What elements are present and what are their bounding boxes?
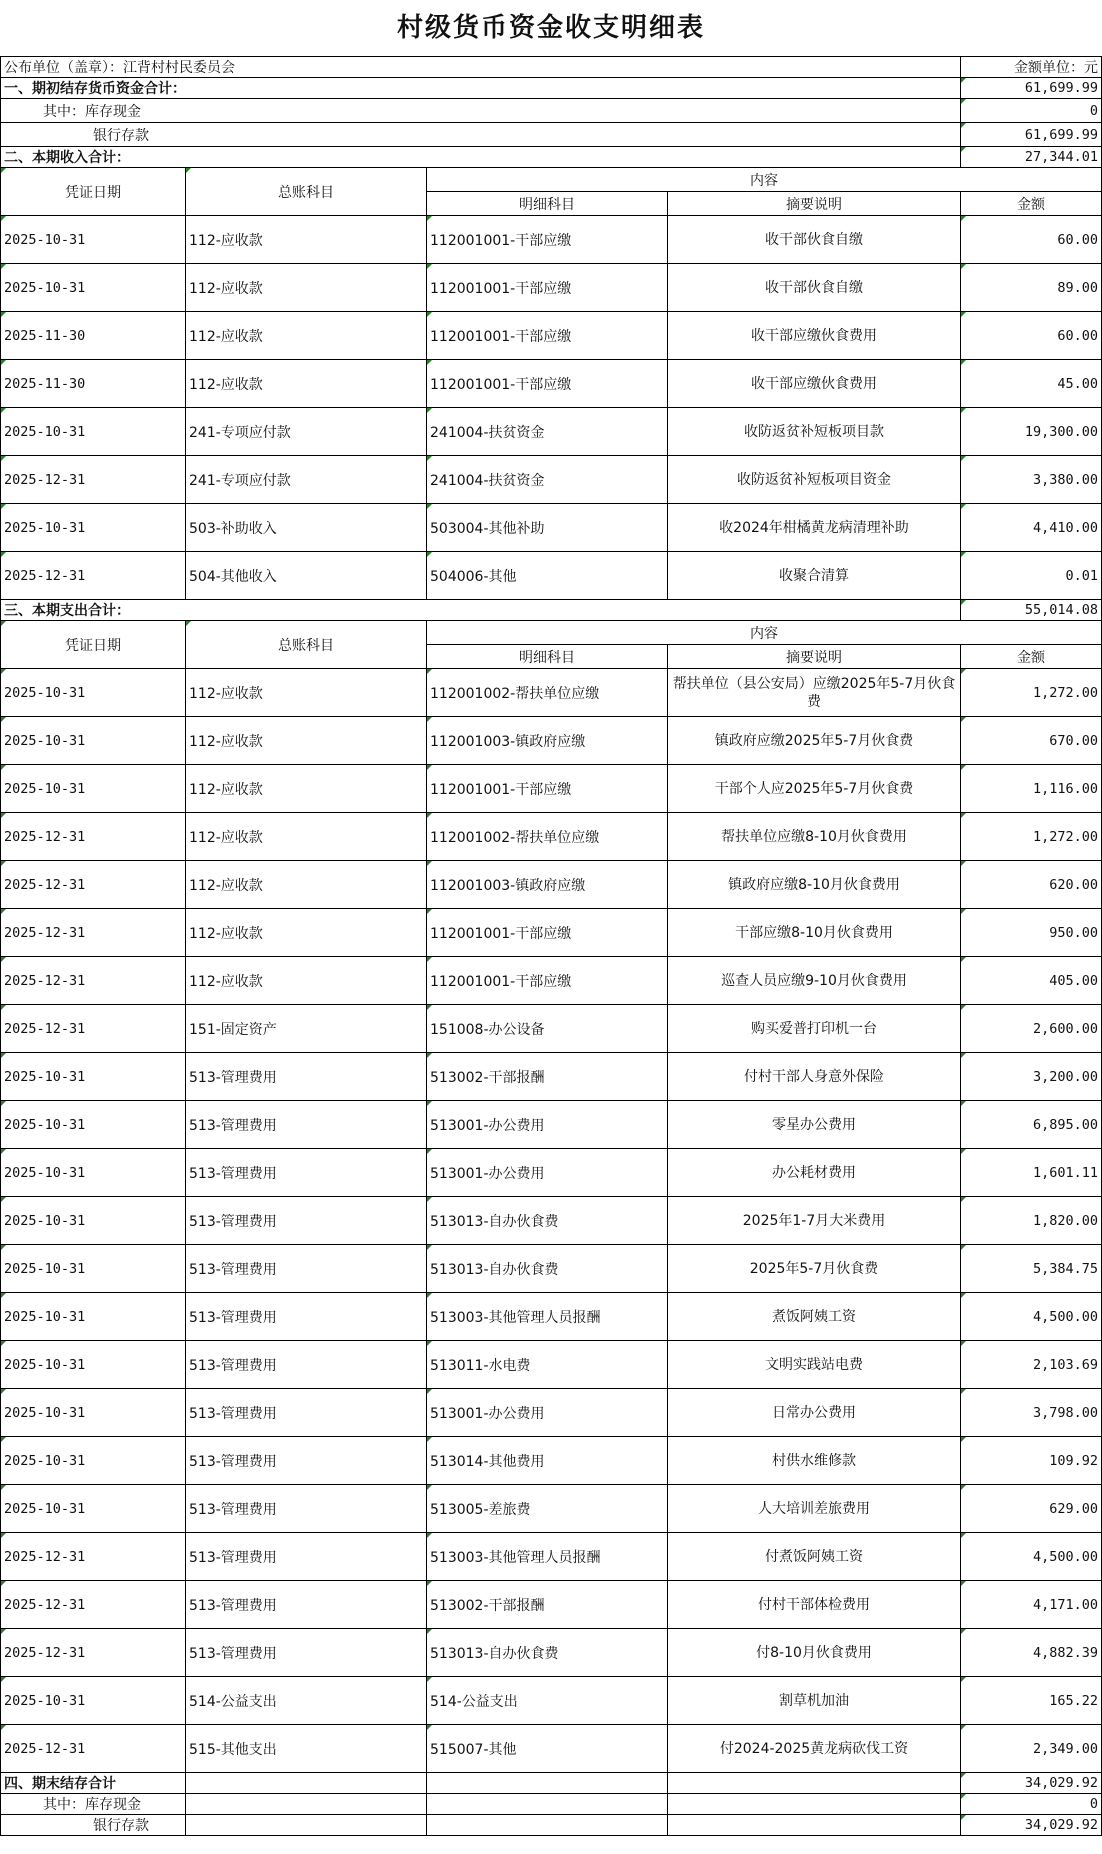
summary-cell: 收干部伙食自缴 [668, 264, 961, 312]
account-cell: 513-管理费用 [186, 1389, 427, 1437]
account-cell: 513-管理费用 [186, 1341, 427, 1389]
expense-row [1, 1725, 1102, 1773]
opening-cash-value: 0 [961, 99, 1102, 123]
expense-row [1, 957, 1102, 1005]
date-cell: 2025-10-31 [1, 1389, 186, 1437]
date-cell: 2025-10-31 [1, 1677, 186, 1725]
account-cell: 112-应收款 [186, 264, 427, 312]
amount-cell: 4,500.00 [961, 1293, 1102, 1341]
amount-cell: 4,410.00 [961, 504, 1102, 552]
page-title: 村级货币资金收支明细表 [396, 13, 705, 43]
date-cell: 2025-10-31 [1, 1293, 186, 1341]
column-header-detail: 明细科目 [427, 192, 668, 216]
summary-cell: 收干部伙食自缴 [668, 216, 961, 264]
closing-cash-label: 其中：库存现金 [1, 1794, 186, 1815]
amount-cell: 1,820.00 [961, 1197, 1102, 1245]
date-cell: 2025-10-31 [1, 1149, 186, 1197]
amount-cell: 45.00 [961, 360, 1102, 408]
detail-cell: 112001001-干部应缴 [427, 765, 668, 813]
expense-row [1, 1677, 1102, 1725]
expense-row [1, 1629, 1102, 1677]
date-cell: 2025-12-31 [1, 1005, 186, 1053]
opening-bank-value: 61,699.99 [961, 123, 1102, 147]
date-cell: 2025-10-31 [1, 1341, 186, 1389]
account-cell: 513-管理费用 [186, 1101, 427, 1149]
closing-empty-cell [427, 1794, 668, 1815]
income-row [1, 552, 1102, 600]
amount-cell: 950.00 [961, 909, 1102, 957]
account-cell: 515-其他支出 [186, 1725, 427, 1773]
column-header-content: 内容 [427, 621, 1102, 645]
detail-cell: 513001-办公费用 [427, 1101, 668, 1149]
summary-cell: 收防返贫补短板项目资金 [668, 456, 961, 504]
account-cell: 112-应收款 [186, 216, 427, 264]
summary-cell: 收2024年柑橘黄龙病清理补助 [668, 504, 961, 552]
expense-row [1, 1341, 1102, 1389]
detail-cell: 241004-扶贫资金 [427, 456, 668, 504]
detail-cell: 112001001-干部应缴 [427, 216, 668, 264]
closing-empty-cell [186, 1773, 427, 1794]
summary-cell: 巡查人员应缴9-10月伙食费用 [668, 957, 961, 1005]
column-header-summary: 摘要说明 [668, 645, 961, 669]
date-cell: 2025-12-31 [1, 456, 186, 504]
date-cell: 2025-10-31 [1, 1197, 186, 1245]
income-row [1, 408, 1102, 456]
date-cell: 2025-12-31 [1, 1533, 186, 1581]
date-cell: 2025-10-31 [1, 264, 186, 312]
summary-cell: 割草机加油 [668, 1677, 961, 1725]
detail-cell: 112001003-镇政府应缴 [427, 861, 668, 909]
opening-bank-label: 银行存款 [1, 123, 961, 147]
expense-row [1, 1437, 1102, 1485]
closing-balance-label: 四、期末结存合计 [1, 1773, 186, 1794]
account-cell: 241-专项应付款 [186, 456, 427, 504]
income-row [1, 360, 1102, 408]
detail-cell: 112001001-干部应缴 [427, 312, 668, 360]
detail-cell: 513002-干部报酬 [427, 1581, 668, 1629]
expense-row [1, 717, 1102, 765]
summary-cell: 日常办公费用 [668, 1389, 961, 1437]
account-cell: 112-应收款 [186, 360, 427, 408]
account-cell: 112-应收款 [186, 717, 427, 765]
detail-cell: 513014-其他费用 [427, 1437, 668, 1485]
column-header-date: 凭证日期 [1, 168, 186, 216]
amount-cell: 2,600.00 [961, 1005, 1102, 1053]
account-cell: 241-专项应付款 [186, 408, 427, 456]
amount-cell: 5,384.75 [961, 1245, 1102, 1293]
summary-cell: 人大培训差旅费用 [668, 1485, 961, 1533]
date-cell: 2025-12-31 [1, 909, 186, 957]
closing-bank-value: 34,029.92 [961, 1815, 1102, 1836]
summary-cell: 2025年1-7月大米费用 [668, 1197, 961, 1245]
closing-bank-label: 银行存款 [1, 1815, 186, 1836]
account-cell: 513-管理费用 [186, 1197, 427, 1245]
expense-row [1, 1101, 1102, 1149]
account-cell: 513-管理费用 [186, 1053, 427, 1101]
expense-total-label: 三、本期支出合计： [1, 600, 961, 621]
account-cell: 503-补助收入 [186, 504, 427, 552]
income-row [1, 504, 1102, 552]
account-cell: 513-管理费用 [186, 1245, 427, 1293]
detail-cell: 513013-自办伙食费 [427, 1197, 668, 1245]
account-cell: 513-管理费用 [186, 1293, 427, 1341]
detail-cell: 503004-其他补助 [427, 504, 668, 552]
summary-cell: 煮饭阿姨工资 [668, 1293, 961, 1341]
expense-row [1, 909, 1102, 957]
date-cell: 2025-10-31 [1, 1485, 186, 1533]
column-header-amount: 金额 [961, 192, 1102, 216]
amount-cell: 2,349.00 [961, 1725, 1102, 1773]
summary-cell: 付2024-2025黄龙病砍伐工资 [668, 1725, 961, 1773]
column-header-detail: 明细科目 [427, 645, 668, 669]
amount-cell: 109.92 [961, 1437, 1102, 1485]
amount-cell: 1,116.00 [961, 765, 1102, 813]
income-row [1, 216, 1102, 264]
opening-balance-label: 一、期初结存货币资金合计： [1, 78, 961, 99]
detail-cell: 112001001-干部应缴 [427, 264, 668, 312]
summary-cell: 镇政府应缴2025年5-7月伙食费 [668, 717, 961, 765]
amount-cell: 0.01 [961, 552, 1102, 600]
closing-empty-cell [186, 1794, 427, 1815]
detail-cell: 513001-办公费用 [427, 1149, 668, 1197]
column-header-date: 凭证日期 [1, 621, 186, 669]
publisher-unit: 公布单位（盖章）：江背村村民委员会 [1, 57, 961, 78]
expense-row [1, 1005, 1102, 1053]
amount-cell: 1,272.00 [961, 813, 1102, 861]
detail-cell: 112001001-干部应缴 [427, 909, 668, 957]
detail-cell: 151008-办公设备 [427, 1005, 668, 1053]
expense-row [1, 1389, 1102, 1437]
account-cell: 513-管理费用 [186, 1581, 427, 1629]
income-row [1, 312, 1102, 360]
income-row [1, 456, 1102, 504]
summary-cell: 干部个人应2025年5-7月伙食费 [668, 765, 961, 813]
closing-balance-total: 34,029.92 [961, 1773, 1102, 1794]
date-cell: 2025-10-31 [1, 717, 186, 765]
expense-row [1, 765, 1102, 813]
column-header-content: 内容 [427, 168, 1102, 192]
closing-empty-cell [427, 1815, 668, 1836]
summary-cell: 帮扶单位应缴8-10月伙食费用 [668, 813, 961, 861]
summary-cell: 收防返贫补短板项目款 [668, 408, 961, 456]
detail-cell: 112001001-干部应缴 [427, 957, 668, 1005]
column-header-account: 总账科目 [186, 621, 427, 669]
detail-cell: 112001002-帮扶单位应缴 [427, 813, 668, 861]
closing-empty-cell [668, 1773, 961, 1794]
expense-row [1, 1245, 1102, 1293]
amount-cell: 405.00 [961, 957, 1102, 1005]
summary-cell: 收聚合清算 [668, 552, 961, 600]
expense-row [1, 1197, 1102, 1245]
account-cell: 112-应收款 [186, 312, 427, 360]
account-cell: 112-应收款 [186, 669, 427, 717]
amount-cell: 4,171.00 [961, 1581, 1102, 1629]
ledger-table [0, 56, 1102, 1836]
detail-cell: 504006-其他 [427, 552, 668, 600]
date-cell: 2025-10-31 [1, 1053, 186, 1101]
summary-cell: 零星办公费用 [668, 1101, 961, 1149]
date-cell: 2025-10-31 [1, 216, 186, 264]
detail-cell: 513013-自办伙食费 [427, 1245, 668, 1293]
summary-cell: 购买爱普打印机一台 [668, 1005, 961, 1053]
expense-row [1, 1149, 1102, 1197]
detail-cell: 513002-干部报酬 [427, 1053, 668, 1101]
detail-cell: 112001002-帮扶单位应缴 [427, 669, 668, 717]
expense-row [1, 813, 1102, 861]
date-cell: 2025-10-31 [1, 1245, 186, 1293]
expense-row [1, 1485, 1102, 1533]
date-cell: 2025-10-31 [1, 504, 186, 552]
detail-cell: 513005-差旅费 [427, 1485, 668, 1533]
account-cell: 112-应收款 [186, 765, 427, 813]
income-row [1, 264, 1102, 312]
detail-cell: 514-公益支出 [427, 1677, 668, 1725]
summary-cell: 2025年5-7月伙食费 [668, 1245, 961, 1293]
detail-cell: 241004-扶贫资金 [427, 408, 668, 456]
amount-cell: 89.00 [961, 264, 1102, 312]
closing-empty-cell [668, 1794, 961, 1815]
detail-cell: 513001-办公费用 [427, 1389, 668, 1437]
expense-row [1, 1533, 1102, 1581]
date-cell: 2025-10-31 [1, 765, 186, 813]
amount-cell: 670.00 [961, 717, 1102, 765]
detail-cell: 513011-水电费 [427, 1341, 668, 1389]
account-cell: 513-管理费用 [186, 1533, 427, 1581]
amount-cell: 3,380.00 [961, 456, 1102, 504]
closing-empty-cell [427, 1773, 668, 1794]
summary-cell: 付村干部体检费用 [668, 1581, 961, 1629]
column-header-amount: 金额 [961, 645, 1102, 669]
amount-cell: 1,272.00 [961, 669, 1102, 717]
summary-cell: 帮扶单位（县公安局）应缴2025年5-7月伙食费 [668, 669, 961, 717]
account-cell: 151-固定资产 [186, 1005, 427, 1053]
date-cell: 2025-11-30 [1, 360, 186, 408]
account-cell: 513-管理费用 [186, 1437, 427, 1485]
detail-cell: 112001001-干部应缴 [427, 360, 668, 408]
amount-cell: 6,895.00 [961, 1101, 1102, 1149]
summary-cell: 干部应缴8-10月伙食费用 [668, 909, 961, 957]
expense-total-value: 55,014.08 [961, 600, 1102, 621]
expense-row [1, 669, 1102, 717]
date-cell: 2025-11-30 [1, 312, 186, 360]
amount-cell: 19,300.00 [961, 408, 1102, 456]
date-cell: 2025-12-31 [1, 861, 186, 909]
date-cell: 2025-10-31 [1, 408, 186, 456]
opening-cash-label: 其中：库存现金 [1, 99, 961, 123]
account-cell: 513-管理费用 [186, 1149, 427, 1197]
column-header-account: 总账科目 [186, 168, 427, 216]
summary-cell: 付村干部人身意外保险 [668, 1053, 961, 1101]
summary-cell: 文明实践站电费 [668, 1341, 961, 1389]
amount-cell: 1,601.11 [961, 1149, 1102, 1197]
summary-cell: 收干部应缴伙食费用 [668, 312, 961, 360]
date-cell: 2025-12-31 [1, 813, 186, 861]
date-cell: 2025-10-31 [1, 1101, 186, 1149]
amount-cell: 3,798.00 [961, 1389, 1102, 1437]
date-cell: 2025-12-31 [1, 1725, 186, 1773]
account-cell: 514-公益支出 [186, 1677, 427, 1725]
summary-cell: 收干部应缴伙食费用 [668, 360, 961, 408]
account-cell: 112-应收款 [186, 861, 427, 909]
income-total-label: 二、本期收入合计： [1, 147, 961, 168]
closing-empty-cell [668, 1815, 961, 1836]
summary-cell: 村供水维修款 [668, 1437, 961, 1485]
account-cell: 513-管理费用 [186, 1629, 427, 1677]
date-cell: 2025-10-31 [1, 669, 186, 717]
detail-cell: 513013-自办伙食费 [427, 1629, 668, 1677]
amount-cell: 2,103.69 [961, 1341, 1102, 1389]
amount-cell: 4,882.39 [961, 1629, 1102, 1677]
expense-row [1, 861, 1102, 909]
detail-cell: 513003-其他管理人员报酬 [427, 1293, 668, 1341]
amount-unit: 金额单位：元 [961, 57, 1102, 78]
date-cell: 2025-12-31 [1, 1581, 186, 1629]
expense-row [1, 1581, 1102, 1629]
closing-cash-value: 0 [961, 1794, 1102, 1815]
amount-cell: 4,500.00 [961, 1533, 1102, 1581]
account-cell: 112-应收款 [186, 813, 427, 861]
date-cell: 2025-12-31 [1, 552, 186, 600]
expense-row [1, 1293, 1102, 1341]
date-cell: 2025-12-31 [1, 957, 186, 1005]
detail-cell: 513003-其他管理人员报酬 [427, 1533, 668, 1581]
account-cell: 112-应收款 [186, 957, 427, 1005]
detail-cell: 515007-其他 [427, 1725, 668, 1773]
account-cell: 504-其他收入 [186, 552, 427, 600]
detail-cell: 112001003-镇政府应缴 [427, 717, 668, 765]
amount-cell: 3,200.00 [961, 1053, 1102, 1101]
amount-cell: 165.22 [961, 1677, 1102, 1725]
summary-cell: 付煮饭阿姨工资 [668, 1533, 961, 1581]
date-cell: 2025-10-31 [1, 1437, 186, 1485]
closing-empty-cell [186, 1815, 427, 1836]
income-total-value: 27,344.01 [961, 147, 1102, 168]
amount-cell: 620.00 [961, 861, 1102, 909]
summary-cell: 付8-10月伙食费用 [668, 1629, 961, 1677]
account-cell: 112-应收款 [186, 909, 427, 957]
amount-cell: 60.00 [961, 312, 1102, 360]
amount-cell: 629.00 [961, 1485, 1102, 1533]
opening-balance-total: 61,699.99 [961, 78, 1102, 99]
account-cell: 513-管理费用 [186, 1485, 427, 1533]
amount-cell: 60.00 [961, 216, 1102, 264]
summary-cell: 办公耗材费用 [668, 1149, 961, 1197]
expense-row [1, 1053, 1102, 1101]
date-cell: 2025-12-31 [1, 1629, 186, 1677]
column-header-summary: 摘要说明 [668, 192, 961, 216]
summary-cell: 镇政府应缴8-10月伙食费用 [668, 861, 961, 909]
